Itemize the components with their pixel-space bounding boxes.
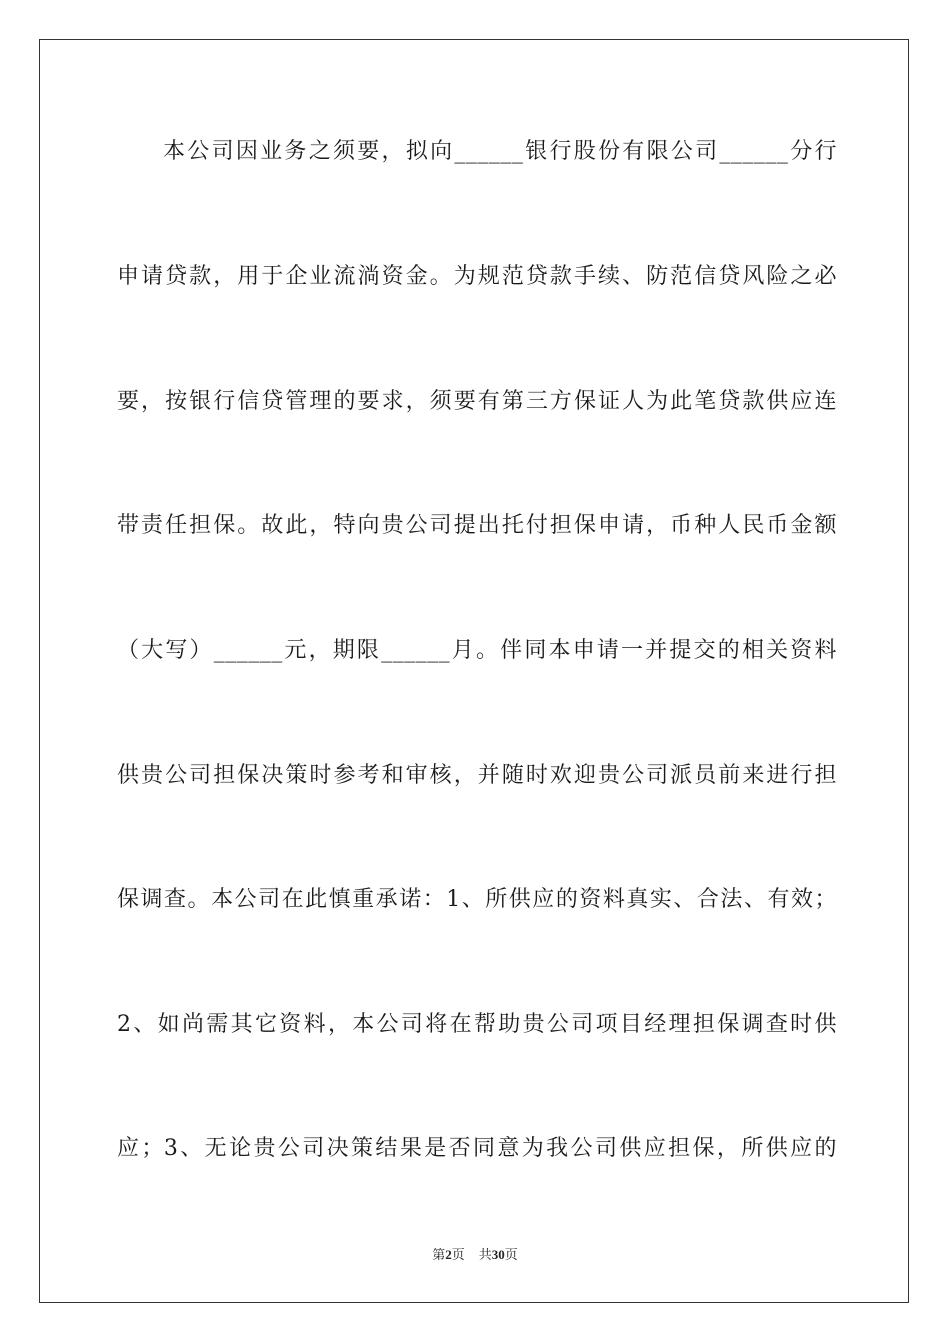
body-text-line: 申请贷款，用于企业流淌资金。为规范贷款手续、防范信贷风险之必 <box>117 264 837 289</box>
total-prefix: 共 <box>478 1247 492 1262</box>
page-prefix: 第 <box>432 1247 446 1262</box>
page-border <box>39 39 909 1303</box>
body-text-line: 供贵公司担保决策时参考和审核，并随时欢迎贵公司派员前来进行担 <box>117 763 837 788</box>
body-text-line: 保调查。本公司在此慎重承诺：1、所供应的资料真实、合法、有效； <box>117 887 837 912</box>
page-number: 2 <box>445 1247 452 1262</box>
body-text-line: 要，按银行信贷管理的要求，须要有第三方保证人为此笔贷款供应连 <box>117 389 837 414</box>
body-text-line: 应；3、无论贵公司决策结果是否同意为我公司供应担保，所供应的 <box>117 1136 837 1161</box>
body-text-line: 带责任担保。故此，特向贵公司提出托付担保申请，币种人民币金额 <box>117 513 837 538</box>
body-text-line: 2、如尚需其它资料，本公司将在帮助贵公司项目经理担保调查时供 <box>117 1012 837 1037</box>
page-footer <box>0 1246 950 1264</box>
total-pages: 30 <box>491 1247 505 1262</box>
page-suffix: 页 <box>451 1247 465 1262</box>
body-text-line: 本公司因业务之须要，拟向______银行股份有限公司______分行 <box>163 139 837 164</box>
body-text-line: （大写）______元，期限______月。伴同本申请一并提交的相关资料 <box>117 638 837 663</box>
total-suffix: 页 <box>504 1247 518 1262</box>
